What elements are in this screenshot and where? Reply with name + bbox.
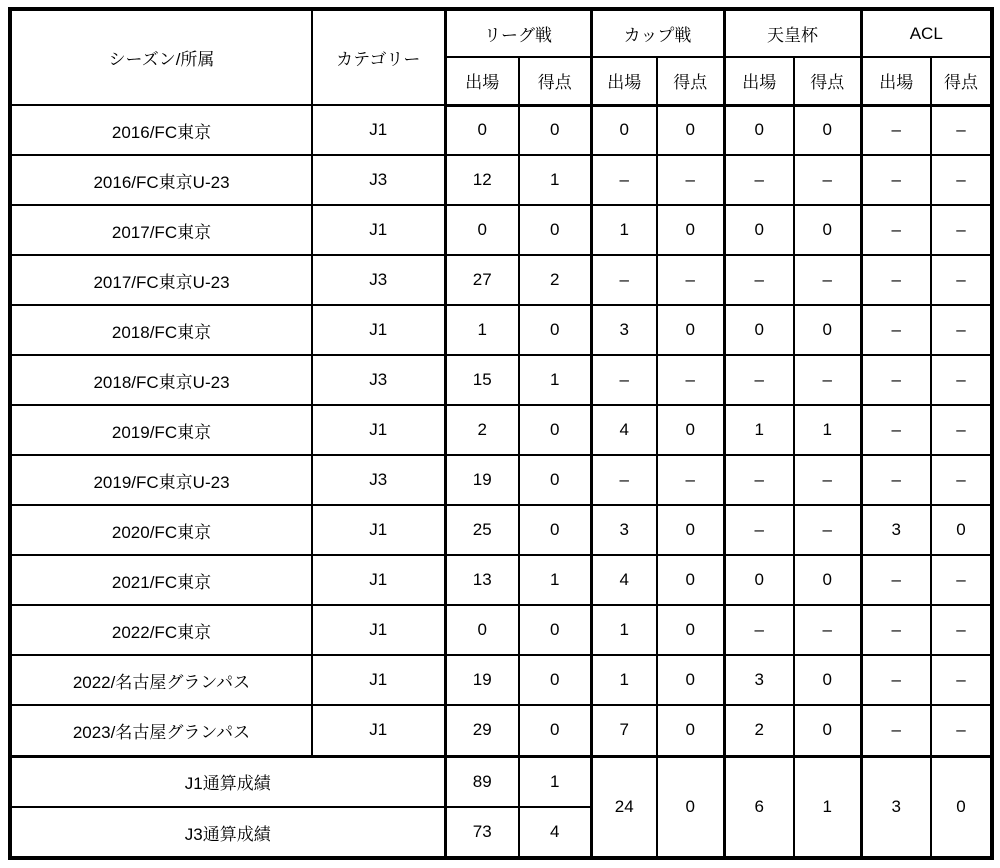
total-stat-cell: 73	[445, 807, 519, 858]
total-stat-cell: 89	[445, 756, 519, 807]
category-cell: J1	[312, 655, 445, 705]
stat-cell: 0	[519, 655, 591, 705]
category-cell: J3	[312, 355, 445, 405]
stat-cell: –	[724, 505, 794, 555]
merged-total-cell: 24	[591, 756, 657, 858]
stat-cell: 0	[445, 605, 519, 655]
stat-cell: 0	[794, 555, 861, 605]
merged-total-cell: 6	[724, 756, 794, 858]
stat-cell: 0	[657, 105, 724, 155]
stat-cell: –	[724, 255, 794, 305]
stat-cell: 0	[657, 305, 724, 355]
stat-cell: 0	[519, 705, 591, 756]
stat-cell: 1	[591, 205, 657, 255]
stat-cell: –	[931, 455, 992, 505]
season-header-cell: シーズン/所属	[10, 9, 312, 105]
table-row	[10, 455, 992, 505]
stat-cell: 0	[445, 205, 519, 255]
season-cell: 2016/FC東京U-23	[10, 155, 312, 205]
stat-cell: 27	[445, 255, 519, 305]
group-header-league: リーグ戦	[445, 9, 591, 57]
stat-cell: –	[657, 255, 724, 305]
season-cell: 2020/FC東京	[10, 505, 312, 555]
stat-cell: 4	[591, 405, 657, 455]
season-cell: 2022/名古屋グランパス	[10, 655, 312, 705]
total-row-j1	[10, 756, 992, 807]
table-row	[10, 155, 992, 205]
stat-cell: 0	[794, 305, 861, 355]
stat-cell: 0	[657, 405, 724, 455]
stat-cell: 0	[657, 205, 724, 255]
stat-cell: 0	[724, 105, 794, 155]
stat-cell: –	[931, 405, 992, 455]
stat-cell: 1	[794, 405, 861, 455]
sub-header-acl-apps: 出場	[861, 57, 931, 105]
total-stat-cell: 1	[519, 756, 591, 807]
stat-cell: 0	[657, 505, 724, 555]
stat-cell: –	[931, 255, 992, 305]
category-cell: J1	[312, 505, 445, 555]
group-header-emperors-cup: 天皇杯	[724, 9, 861, 57]
stat-cell: –	[931, 205, 992, 255]
total-label-cell: J1通算成績	[10, 756, 445, 807]
header-group-row	[10, 9, 992, 57]
season-cell: 2023/名古屋グランパス	[10, 705, 312, 756]
category-cell: J1	[312, 205, 445, 255]
stat-cell: –	[794, 355, 861, 405]
stat-cell: –	[931, 305, 992, 355]
stat-cell: 0	[519, 205, 591, 255]
sub-header-league-goals: 得点	[519, 57, 591, 105]
stat-cell: –	[724, 155, 794, 205]
sub-header-emperors-apps: 出場	[724, 57, 794, 105]
merged-total-cell: 1	[794, 756, 861, 858]
table-row	[10, 405, 992, 455]
sub-header-emperors-goals: 得点	[794, 57, 861, 105]
table-row	[10, 505, 992, 555]
category-cell: J1	[312, 705, 445, 756]
season-cell: 2016/FC東京	[10, 105, 312, 155]
stat-cell: –	[657, 455, 724, 505]
stat-cell: –	[931, 355, 992, 405]
stat-cell: 0	[794, 105, 861, 155]
stat-cell: 0	[519, 105, 591, 155]
stat-cell: –	[591, 455, 657, 505]
season-cell: 2019/FC東京U-23	[10, 455, 312, 505]
stat-cell: 0	[519, 305, 591, 355]
category-cell: J3	[312, 455, 445, 505]
stat-cell: 0	[519, 505, 591, 555]
stat-cell: 1	[591, 605, 657, 655]
career-stats-table	[8, 7, 994, 860]
stat-cell: –	[931, 655, 992, 705]
stat-cell: 0	[724, 205, 794, 255]
stat-cell: –	[794, 155, 861, 205]
stat-cell: –	[931, 105, 992, 155]
stat-cell: 19	[445, 655, 519, 705]
total-label-cell: J3通算成績	[10, 807, 445, 858]
stat-cell: 19	[445, 455, 519, 505]
stat-cell: –	[724, 605, 794, 655]
stat-cell: –	[657, 155, 724, 205]
stat-cell: 7	[591, 705, 657, 756]
group-header-cup: カップ戦	[591, 9, 724, 57]
stat-cell: –	[861, 555, 931, 605]
season-cell: 2021/FC東京	[10, 555, 312, 605]
stat-cell: 0	[724, 555, 794, 605]
merged-total-cell: 0	[657, 756, 724, 858]
stat-cell: –	[794, 455, 861, 505]
stat-cell: –	[931, 155, 992, 205]
group-header-acl: ACL	[861, 9, 992, 57]
stat-cell: –	[861, 455, 931, 505]
stat-cell: 3	[591, 305, 657, 355]
season-cell: 2017/FC東京	[10, 205, 312, 255]
stat-cell: 4	[591, 555, 657, 605]
stat-cell: 1	[591, 655, 657, 705]
stat-cell: 0	[519, 405, 591, 455]
stat-cell: 3	[591, 505, 657, 555]
category-cell: J1	[312, 555, 445, 605]
stat-cell: 0	[657, 605, 724, 655]
category-header-cell: カテゴリー	[312, 9, 445, 105]
table-row	[10, 255, 992, 305]
sub-header-cup-goals: 得点	[657, 57, 724, 105]
stat-cell: –	[861, 355, 931, 405]
merged-total-cell: 3	[861, 756, 931, 858]
stat-cell: 0	[724, 305, 794, 355]
stat-cell: 0	[657, 705, 724, 756]
stat-cell: –	[931, 555, 992, 605]
table-row	[10, 555, 992, 605]
stat-cell: 2	[724, 705, 794, 756]
stat-cell: 1	[519, 555, 591, 605]
merged-total-cell: 0	[931, 756, 992, 858]
category-cell: J1	[312, 305, 445, 355]
stat-cell: 29	[445, 705, 519, 756]
category-cell: J1	[312, 105, 445, 155]
stat-cell: 0	[591, 105, 657, 155]
stat-cell: –	[794, 605, 861, 655]
table-row	[10, 705, 992, 756]
stat-cell: 0	[657, 555, 724, 605]
sub-header-league-apps: 出場	[445, 57, 519, 105]
stat-cell: –	[861, 105, 931, 155]
stat-cell: 0	[794, 205, 861, 255]
table-row	[10, 305, 992, 355]
category-cell: J3	[312, 155, 445, 205]
season-cell: 2018/FC東京	[10, 305, 312, 355]
category-cell: J1	[312, 405, 445, 455]
season-cell: 2019/FC東京	[10, 405, 312, 455]
season-cell: 2018/FC東京U-23	[10, 355, 312, 405]
season-cell: 2017/FC東京U-23	[10, 255, 312, 305]
category-cell: J3	[312, 255, 445, 305]
stat-cell: 0	[445, 105, 519, 155]
stat-cell: –	[931, 705, 992, 756]
stat-cell: –	[861, 305, 931, 355]
stat-cell: 2	[519, 255, 591, 305]
stat-cell: 0	[519, 605, 591, 655]
stat-cell: –	[657, 355, 724, 405]
stat-cell: 0	[794, 655, 861, 705]
stat-cell: 13	[445, 555, 519, 605]
stat-cell: –	[861, 405, 931, 455]
table-row	[10, 105, 992, 155]
sub-header-cup-apps: 出場	[591, 57, 657, 105]
stat-cell: –	[861, 605, 931, 655]
stat-cell: 2	[445, 405, 519, 455]
stat-cell: –	[724, 355, 794, 405]
stat-cell: –	[861, 205, 931, 255]
table-body	[10, 105, 992, 756]
stat-cell: 0	[519, 455, 591, 505]
stat-cell: –	[794, 255, 861, 305]
table-row	[10, 605, 992, 655]
stat-cell: 25	[445, 505, 519, 555]
category-cell: J1	[312, 605, 445, 655]
stat-cell: –	[861, 705, 931, 756]
stat-cell: 0	[657, 655, 724, 705]
stat-cell: 1	[445, 305, 519, 355]
stat-cell: 1	[519, 355, 591, 405]
stat-cell: 3	[861, 505, 931, 555]
stat-cell: 15	[445, 355, 519, 405]
stat-cell: –	[591, 255, 657, 305]
stat-cell: –	[861, 655, 931, 705]
stat-cell: –	[591, 355, 657, 405]
stat-cell: –	[931, 605, 992, 655]
stat-cell: –	[794, 505, 861, 555]
stat-cell: 0	[794, 705, 861, 756]
stat-cell: –	[861, 255, 931, 305]
stat-cell: 1	[519, 155, 591, 205]
table-row	[10, 205, 992, 255]
table-row	[10, 655, 992, 705]
stat-cell: 12	[445, 155, 519, 205]
stat-cell: –	[724, 455, 794, 505]
stat-cell: –	[591, 155, 657, 205]
stat-cell: 1	[724, 405, 794, 455]
stat-cell: –	[861, 155, 931, 205]
stat-cell: 0	[931, 505, 992, 555]
stat-cell: 3	[724, 655, 794, 705]
total-stat-cell: 4	[519, 807, 591, 858]
sub-header-acl-goals: 得点	[931, 57, 992, 105]
table-row	[10, 355, 992, 405]
season-cell: 2022/FC東京	[10, 605, 312, 655]
